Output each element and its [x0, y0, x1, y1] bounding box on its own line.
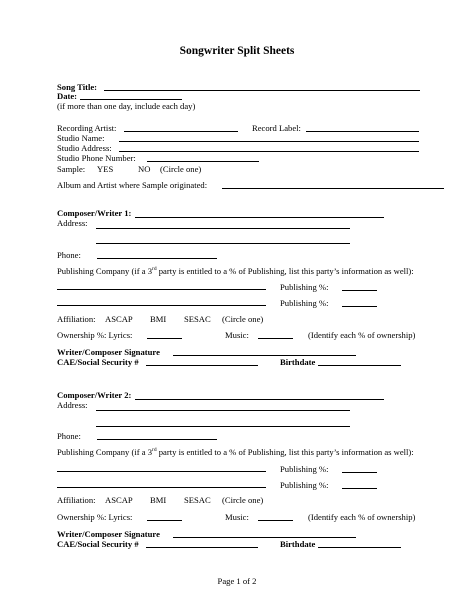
writer1-publishing-pct-field-1[interactable]: [342, 290, 377, 291]
recording-artist-label: Recording Artist:: [57, 123, 117, 133]
writer1-birthdate-label: Birthdate: [280, 357, 316, 367]
writer2-lyrics-field[interactable]: [147, 520, 182, 521]
writer1-affiliation-label: Affiliation:: [57, 314, 96, 324]
writer2-cae-field[interactable]: [146, 547, 258, 548]
recording-artist-field[interactable]: [124, 131, 238, 132]
writer1-aff-circle-note: (Circle one): [222, 314, 264, 324]
writer1-publishing-company-line1[interactable]: [57, 289, 266, 290]
studio-address-field[interactable]: [119, 151, 419, 152]
writer2-publishing-pct-label-1: Publishing %:: [280, 464, 329, 474]
writer1-name-field[interactable]: [135, 217, 384, 218]
writer2-aff-circle-note: (Circle one): [222, 495, 264, 505]
writer2-aff-ascap[interactable]: ASCAP: [105, 495, 133, 505]
writer2-publishing-company-line2[interactable]: [57, 487, 266, 488]
page-number: Page 1 of 2: [217, 576, 257, 586]
writer2-publishing-pct-field-1[interactable]: [342, 472, 377, 473]
writer1-signature-field[interactable]: [173, 355, 356, 356]
studio-phone-label: Studio Phone Number:: [57, 153, 136, 163]
writer2-address-line2[interactable]: [96, 426, 350, 427]
writer1-publishing-company-line2[interactable]: [57, 305, 266, 306]
song-title-label: Song Title:: [57, 82, 98, 92]
writer1-cae-field[interactable]: [146, 365, 258, 366]
writer2-signature-label: Writer/Composer Signature: [57, 529, 160, 539]
writer2-heading: Composer/Writer 2:: [57, 390, 132, 400]
writer1-aff-bmi[interactable]: BMI: [150, 314, 167, 324]
date-note: (if more than one day, include each day): [57, 101, 196, 111]
writer2-aff-sesac[interactable]: SESAC: [184, 495, 211, 505]
writer2-music-field[interactable]: [258, 520, 293, 521]
writer2-phone-field[interactable]: [97, 439, 217, 440]
writer1-birthdate-field[interactable]: [318, 365, 401, 366]
writer1-phone-field[interactable]: [97, 258, 217, 259]
studio-name-field[interactable]: [119, 141, 419, 142]
writer1-address-line2[interactable]: [96, 243, 350, 244]
studio-address-label: Studio Address:: [57, 143, 112, 153]
writer1-publishing-label: Publishing Company (if a 3rd party is entitled to a % of Publishing, list this party’s information as well):: [57, 266, 414, 276]
writer2-address-label: Address:: [57, 400, 88, 410]
writer1-music-field[interactable]: [258, 338, 293, 339]
writer1-publishing-pct-label-1: Publishing %:: [280, 282, 329, 292]
album-artist-label: Album and Artist where Sample originated:: [57, 180, 208, 190]
writer2-ownership-label: Ownership %: Lyrics:: [57, 512, 133, 522]
writer2-affiliation-label: Affiliation:: [57, 495, 96, 505]
record-label-label: Record Label:: [252, 123, 301, 133]
writer1-phone-label: Phone:: [57, 250, 81, 260]
album-artist-field[interactable]: [222, 188, 444, 189]
studio-phone-field[interactable]: [147, 161, 259, 162]
writer2-birthdate-label: Birthdate: [280, 539, 316, 549]
writer1-address-line1[interactable]: [96, 228, 350, 229]
writer2-cae-label: CAE/Social Security #: [57, 539, 139, 549]
writer1-publishing-pct-label-2: Publishing %:: [280, 298, 329, 308]
writer2-phone-label: Phone:: [57, 431, 81, 441]
writer1-publishing-pct-field-2[interactable]: [342, 306, 377, 307]
song-title-field[interactable]: [104, 90, 420, 91]
writer1-heading: Composer/Writer 1:: [57, 208, 132, 218]
writer1-address-label: Address:: [57, 218, 88, 228]
writer2-birthdate-field[interactable]: [318, 547, 401, 548]
date-label: Date:: [57, 91, 78, 101]
writer2-identify-note: (Identify each % of ownership): [308, 512, 416, 522]
page-title: Songwriter Split Sheets: [179, 45, 295, 57]
writer1-cae-label: CAE/Social Security #: [57, 357, 139, 367]
writer1-aff-sesac[interactable]: SESAC: [184, 314, 211, 324]
writer1-signature-label: Writer/Composer Signature: [57, 347, 160, 357]
writer2-publishing-pct-label-2: Publishing %:: [280, 480, 329, 490]
sample-circle-note: (Circle one): [160, 164, 202, 174]
sample-yes-option[interactable]: YES: [97, 164, 114, 174]
writer2-music-label: Music:: [225, 512, 249, 522]
writer1-ownership-label: Ownership %: Lyrics:: [57, 330, 133, 340]
sample-label: Sample:: [57, 164, 86, 174]
writer1-identify-note: (Identify each % of ownership): [308, 330, 416, 340]
writer2-address-line1[interactable]: [96, 410, 350, 411]
writer2-aff-bmi[interactable]: BMI: [150, 495, 167, 505]
writer1-lyrics-field[interactable]: [147, 338, 182, 339]
record-label-field[interactable]: [306, 131, 419, 132]
writer1-aff-ascap[interactable]: ASCAP: [105, 314, 133, 324]
writer2-signature-field[interactable]: [173, 537, 356, 538]
writer2-publishing-company-line1[interactable]: [57, 471, 266, 472]
writer1-music-label: Music:: [225, 330, 249, 340]
writer2-publishing-pct-field-2[interactable]: [342, 488, 377, 489]
sample-no-option[interactable]: NO: [138, 164, 151, 174]
studio-name-label: Studio Name:: [57, 133, 105, 143]
date-field[interactable]: [80, 99, 182, 100]
writer2-name-field[interactable]: [135, 399, 384, 400]
writer2-publishing-label: Publishing Company (if a 3rd party is entitled to a % of Publishing, list this party’s information as well):: [57, 447, 414, 457]
